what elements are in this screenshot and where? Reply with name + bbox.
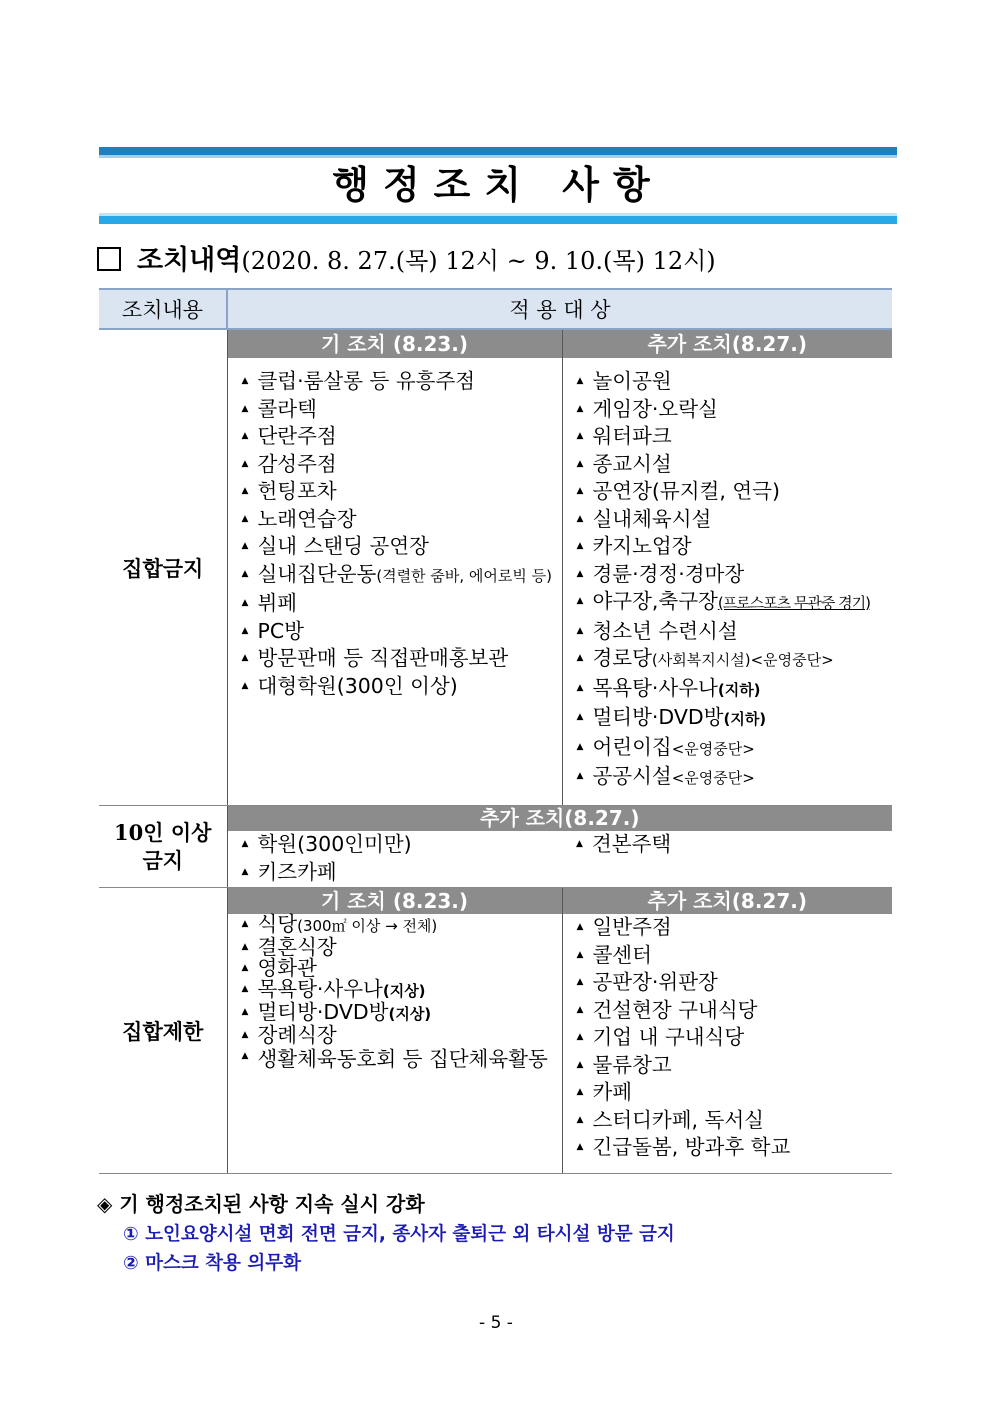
group-head-existing: 기 조치 (8.23.) bbox=[227, 888, 562, 915]
list-item-note: (프로스포츠 무관중 경기) bbox=[717, 594, 870, 612]
ten-plus-left-cell bbox=[227, 831, 562, 888]
list-item bbox=[228, 561, 562, 591]
list-item: ▲ 청소년 수련시설 bbox=[563, 618, 893, 646]
note-item: ① 노인요양시설 면회 전면 금지, 종사자 출퇴근 외 타시설 방문 금지 bbox=[123, 1224, 675, 1245]
list-item bbox=[563, 588, 893, 618]
ban-added-cell bbox=[562, 358, 892, 806]
list-item-note: (지하) bbox=[717, 680, 761, 699]
list-item: ▲ 건설현장 구내식당 bbox=[563, 997, 893, 1025]
list-item bbox=[563, 763, 893, 793]
list-item: ▲ 견본주택 bbox=[562, 831, 892, 859]
list-item: ▲ 경륜·경정·경마장 bbox=[563, 561, 893, 589]
list-item bbox=[563, 675, 893, 705]
group-head-existing: 기 조치 (8.23.) bbox=[227, 329, 562, 358]
status-suspended: <운영중단> bbox=[750, 651, 834, 669]
restrict-added-list bbox=[563, 914, 893, 1162]
list-item: ▲ 물류창고 bbox=[563, 1052, 893, 1080]
list-item-note: (지상) bbox=[382, 982, 426, 1000]
ban-existing-cell bbox=[227, 358, 562, 806]
list-item: ▲ 단란주점 bbox=[228, 423, 562, 451]
group-head-added: 추가 조치(8.27.) bbox=[562, 888, 892, 915]
list-item: ▲ 키즈카페 bbox=[228, 859, 563, 887]
restrict-existing-list bbox=[228, 914, 562, 1073]
list-item: ▲ 카페 bbox=[563, 1079, 893, 1107]
category-restrict: 집합제한 bbox=[99, 888, 227, 1174]
list-item-label: 어린이집 bbox=[592, 734, 672, 759]
list-item bbox=[563, 734, 893, 764]
list-item-label: 식당 bbox=[257, 912, 298, 936]
list-item: ▲ 공연장(뮤지컬, 연극) bbox=[563, 478, 893, 506]
notes-heading: ◈ 기 행정조치된 사항 지속 실시 강화 bbox=[97, 1192, 425, 1216]
restrict-existing-cell bbox=[227, 914, 562, 1174]
list-item-label: 목욕탕·사우나 bbox=[257, 977, 383, 1001]
status-suspended: <운영중단> bbox=[671, 739, 755, 758]
list-item-note: (격렬한 줌바, 에어로빅 등) bbox=[376, 566, 553, 585]
list-item: ▲ 실내체육시설 bbox=[563, 506, 893, 534]
status-suspended: <운영중단> bbox=[671, 769, 755, 787]
list-item: ▲ 클럽·룸살롱 등 유흥주점 bbox=[228, 368, 562, 396]
list-item: ▲ 콜라텍 bbox=[228, 396, 562, 424]
section-title: 조치내역 bbox=[137, 245, 242, 276]
list-item bbox=[228, 979, 562, 1002]
category-line: 10인 이상 bbox=[114, 819, 212, 845]
list-item: ▲ 생활체육동호회 등 집단체육활동 bbox=[228, 1046, 562, 1073]
list-item: ▲ 노래연습장 bbox=[228, 506, 562, 534]
header-target: 적 용 대 상 bbox=[227, 289, 892, 329]
list-item: ▲ 게임장·오락실 bbox=[563, 396, 893, 424]
list-item-label: 경로당 bbox=[592, 646, 652, 670]
list-item-note: (300㎡ 이상 → 전체) bbox=[297, 917, 438, 935]
list-item bbox=[228, 1002, 562, 1025]
category-ten-plus-ban bbox=[99, 806, 227, 888]
list-item: ▲ 감성주점 bbox=[228, 451, 562, 479]
list-item: ▲ 실내 스탠딩 공연장 bbox=[228, 533, 562, 561]
list-item: ▲ 종교시설 bbox=[563, 451, 893, 479]
list-item-note: (지하) bbox=[723, 710, 767, 728]
title-top-rule bbox=[99, 147, 897, 155]
category-line: 금지 bbox=[142, 847, 184, 873]
restrict-added-cell bbox=[562, 914, 892, 1174]
list-item-label: 멀티방·DVD방 bbox=[257, 1000, 389, 1024]
list-item: ▲ 워터파크 bbox=[563, 423, 893, 451]
list-item: ▲ 일반주점 bbox=[563, 914, 893, 942]
ten-plus-left-list bbox=[228, 831, 563, 886]
measures-table bbox=[99, 288, 892, 1174]
list-item: ▲ 헌팅포차 bbox=[228, 478, 562, 506]
notes bbox=[97, 1188, 675, 1278]
list-item: ▲ 결혼식장 bbox=[228, 937, 562, 958]
header-measure: 조치내용 bbox=[99, 289, 227, 329]
list-item: ▲ 공판장·위판장 bbox=[563, 969, 893, 997]
ban-added-list bbox=[563, 368, 893, 793]
page-title: 행정조치 사항 bbox=[332, 163, 664, 207]
list-item-label: 공공시설 bbox=[592, 764, 672, 788]
list-item: ▲ 방문판매 등 직접판매홍보관 bbox=[228, 645, 562, 673]
list-item: ▲ 놀이공원 bbox=[563, 368, 893, 396]
list-item bbox=[228, 914, 562, 937]
list-item-note: (지상) bbox=[388, 1005, 432, 1023]
list-item-note: (사회복지시설) bbox=[651, 651, 751, 669]
checkbox-square-icon bbox=[97, 247, 121, 271]
list-item: ▲ 스터디카페, 독서실 bbox=[563, 1107, 893, 1135]
ten-plus-right-cell bbox=[562, 831, 892, 888]
list-item bbox=[563, 704, 893, 734]
page-number: - 5 - bbox=[479, 1313, 513, 1333]
category-ban: 집합금지 bbox=[99, 329, 227, 806]
list-item: ▲ 콜센터 bbox=[563, 942, 893, 970]
section-heading bbox=[97, 243, 716, 279]
list-item: ▲ 영화관 bbox=[228, 958, 562, 979]
title-bottom-rule bbox=[99, 216, 897, 224]
list-item-label: 실내집단운동 bbox=[257, 561, 377, 586]
ban-existing-list bbox=[228, 368, 562, 700]
list-item: ▲ 카지노업장 bbox=[563, 533, 893, 561]
list-item-label: 멀티방·DVD방 bbox=[592, 705, 724, 729]
group-head-added: 추가 조치(8.27.) bbox=[562, 329, 892, 358]
title-top-rule-thin bbox=[99, 155, 897, 158]
list-item: ▲ 장례식장 bbox=[228, 1025, 562, 1046]
list-item: ▲ 긴급돌봄, 방과후 학교 bbox=[563, 1134, 893, 1162]
list-item: ▲ 기업 내 구내식당 bbox=[563, 1024, 893, 1052]
list-item-label: 목욕탕·사우나 bbox=[592, 675, 718, 700]
note-item: ② 마스크 착용 의무화 bbox=[123, 1253, 301, 1274]
list-item-label: 야구장,축구장 bbox=[592, 589, 718, 613]
list-item: ▲ 대형학원(300인 이상) bbox=[228, 673, 562, 701]
list-item bbox=[563, 645, 893, 675]
list-item: ▲ 학원(300인미만) bbox=[228, 831, 563, 859]
list-item: ▲ 뷔페 bbox=[228, 590, 562, 618]
section-period: (2020. 8. 27.(목) 12시 ~ 9. 10.(목) 12시) bbox=[241, 247, 716, 275]
list-item: ▲ PC방 bbox=[228, 618, 562, 646]
ten-plus-right-list bbox=[562, 831, 892, 859]
group-head-added: 추가 조치(8.27.) bbox=[227, 806, 892, 832]
